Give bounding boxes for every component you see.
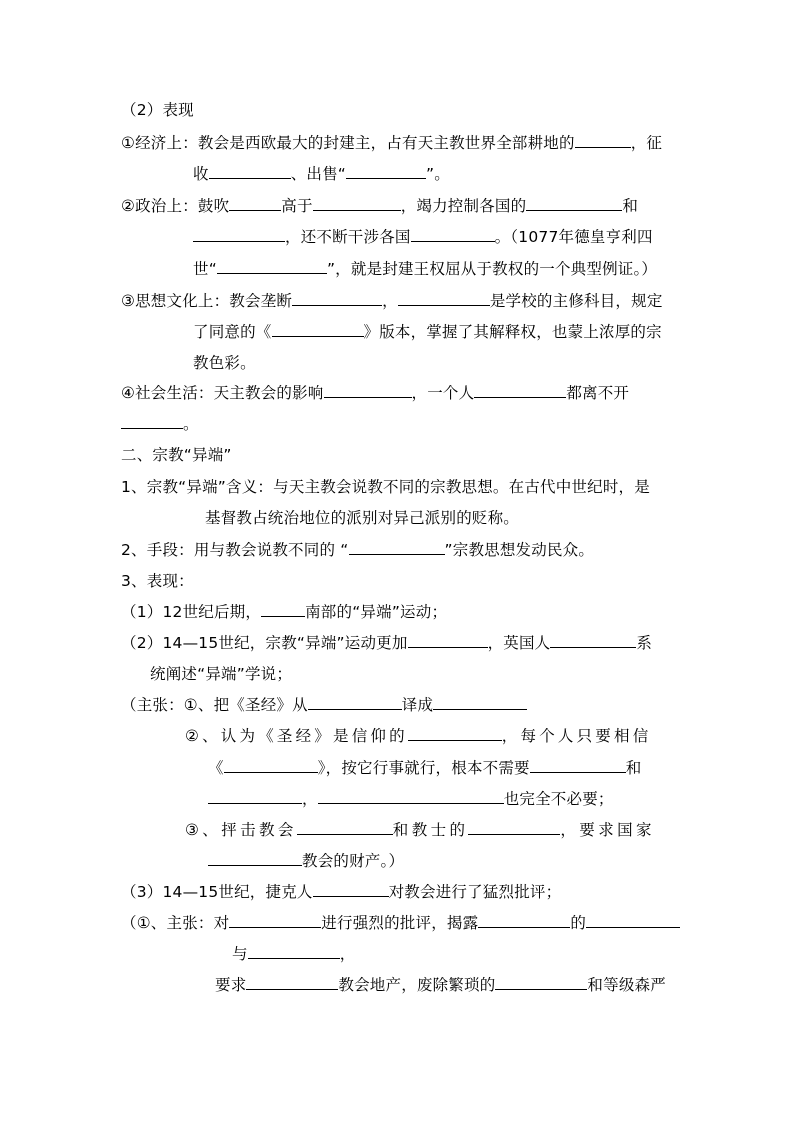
blank[interactable] <box>411 226 495 242</box>
blank[interactable] <box>121 413 183 429</box>
blank[interactable] <box>468 819 560 835</box>
proposition-2-cont2: ， 也完全不必要； <box>208 788 614 810</box>
manifestation-2: （2）14—15世纪，宗教“异端”运动更加 ，英国人 系 <box>121 634 653 652</box>
item-social-life: ④社会生活：天主教会的影响 ，一个人 都离不开 <box>121 384 630 402</box>
item-politics: ②政治上：鼓吹 高于 ，竭力控制各国的 和 <box>121 197 639 215</box>
blank[interactable] <box>318 788 504 804</box>
blank[interactable] <box>346 163 426 179</box>
blank[interactable] <box>530 757 626 773</box>
hus-demand: 要求 教会地产，废除繁琐的 和等级森严 <box>215 976 666 994</box>
blank[interactable] <box>217 258 327 274</box>
proposition-1: （主张：①、把《圣经》从 译成 <box>121 694 527 716</box>
blank[interactable] <box>193 226 285 242</box>
blank[interactable] <box>495 974 587 990</box>
hus-proposition: （①、主张：对 进行强烈的批评，揭露 的 <box>121 912 680 934</box>
blank[interactable] <box>349 539 445 555</box>
blank[interactable] <box>313 195 401 211</box>
manifestation-1: （1）12世纪后期， 南部的“异端”运动； <box>121 603 448 621</box>
blank[interactable] <box>224 757 318 773</box>
blank[interactable] <box>474 382 566 398</box>
blank[interactable] <box>408 632 488 648</box>
heresy-manifestation: 3、表现： <box>121 572 194 590</box>
blank[interactable] <box>297 819 393 835</box>
blank[interactable] <box>209 163 291 179</box>
blank[interactable] <box>261 601 305 617</box>
item-economy-cont: 收 、出售“ ”。 <box>193 165 450 183</box>
proposition-3-cont: 教会的财产。） <box>208 850 404 872</box>
blank[interactable] <box>398 290 490 306</box>
blank[interactable] <box>526 195 622 211</box>
blank[interactable] <box>248 943 340 959</box>
item-politics-cont: ，还不断干涉各国 。（1077年德皇亨利四 <box>193 226 653 248</box>
blank[interactable] <box>313 881 389 897</box>
section-heading-manifestation: （2）表现 <box>121 101 194 119</box>
blank[interactable] <box>208 788 302 804</box>
hus-proposition-cont: 与 ， <box>232 945 356 963</box>
blank[interactable] <box>550 632 636 648</box>
section-heading-heresy: 二、宗教“异端” <box>121 446 232 464</box>
blank[interactable] <box>292 290 382 306</box>
item-thought-culture-cont2: 教色彩。 <box>193 354 256 372</box>
item-social-life-cont: 。 <box>121 413 199 435</box>
blank[interactable] <box>586 912 680 928</box>
blank[interactable] <box>433 694 527 710</box>
blank[interactable] <box>324 382 412 398</box>
heresy-definition: 1、宗教“异端”含义：与天主教会说教不同的宗教思想。在古代中世纪时，是 <box>121 478 650 496</box>
blank[interactable] <box>308 694 402 710</box>
manifestation-3: （3）14—15世纪，捷克人 对教会进行了猛烈批评； <box>121 883 562 901</box>
manifestation-2-cont: 统阐述“异端”学说； <box>150 665 293 683</box>
blank[interactable] <box>229 912 321 928</box>
proposition-3: ③、抨击教会 和教士的 ，要求国家 <box>185 821 655 839</box>
item-thought-culture-cont: 了同意的《 》版本，掌握了其解释权，也蒙上浓厚的宗 <box>193 323 662 341</box>
blank[interactable] <box>272 321 364 337</box>
blank[interactable] <box>575 132 631 148</box>
heresy-means: 2、手段：用与教会说教不同的 “ ”宗教思想发动民众。 <box>121 541 595 559</box>
blank[interactable] <box>246 974 338 990</box>
proposition-2-cont: 《 》，按它行事就行，根本不需要 和 <box>208 759 642 777</box>
proposition-2: ②、认为《圣经》是信仰的 ，每个人只要相信 <box>185 727 652 745</box>
item-thought-culture: ③思想文化上：教会垄断 ， 是学校的主修科目，规定 <box>121 292 663 310</box>
blank[interactable] <box>229 195 281 211</box>
blank[interactable] <box>478 912 570 928</box>
blank[interactable] <box>408 725 502 741</box>
item-economy: ①经济上：教会是西欧最大的封建主，占有天主教世界全部耕地的 ，征 <box>121 134 663 152</box>
item-politics-cont2: 世“ ”，就是封建王权屈从于教权的一个典型例证。） <box>193 260 658 278</box>
heresy-definition-cont: 基督教占统治地位的派别对异己派别的贬称。 <box>205 509 520 527</box>
blank[interactable] <box>208 850 302 866</box>
